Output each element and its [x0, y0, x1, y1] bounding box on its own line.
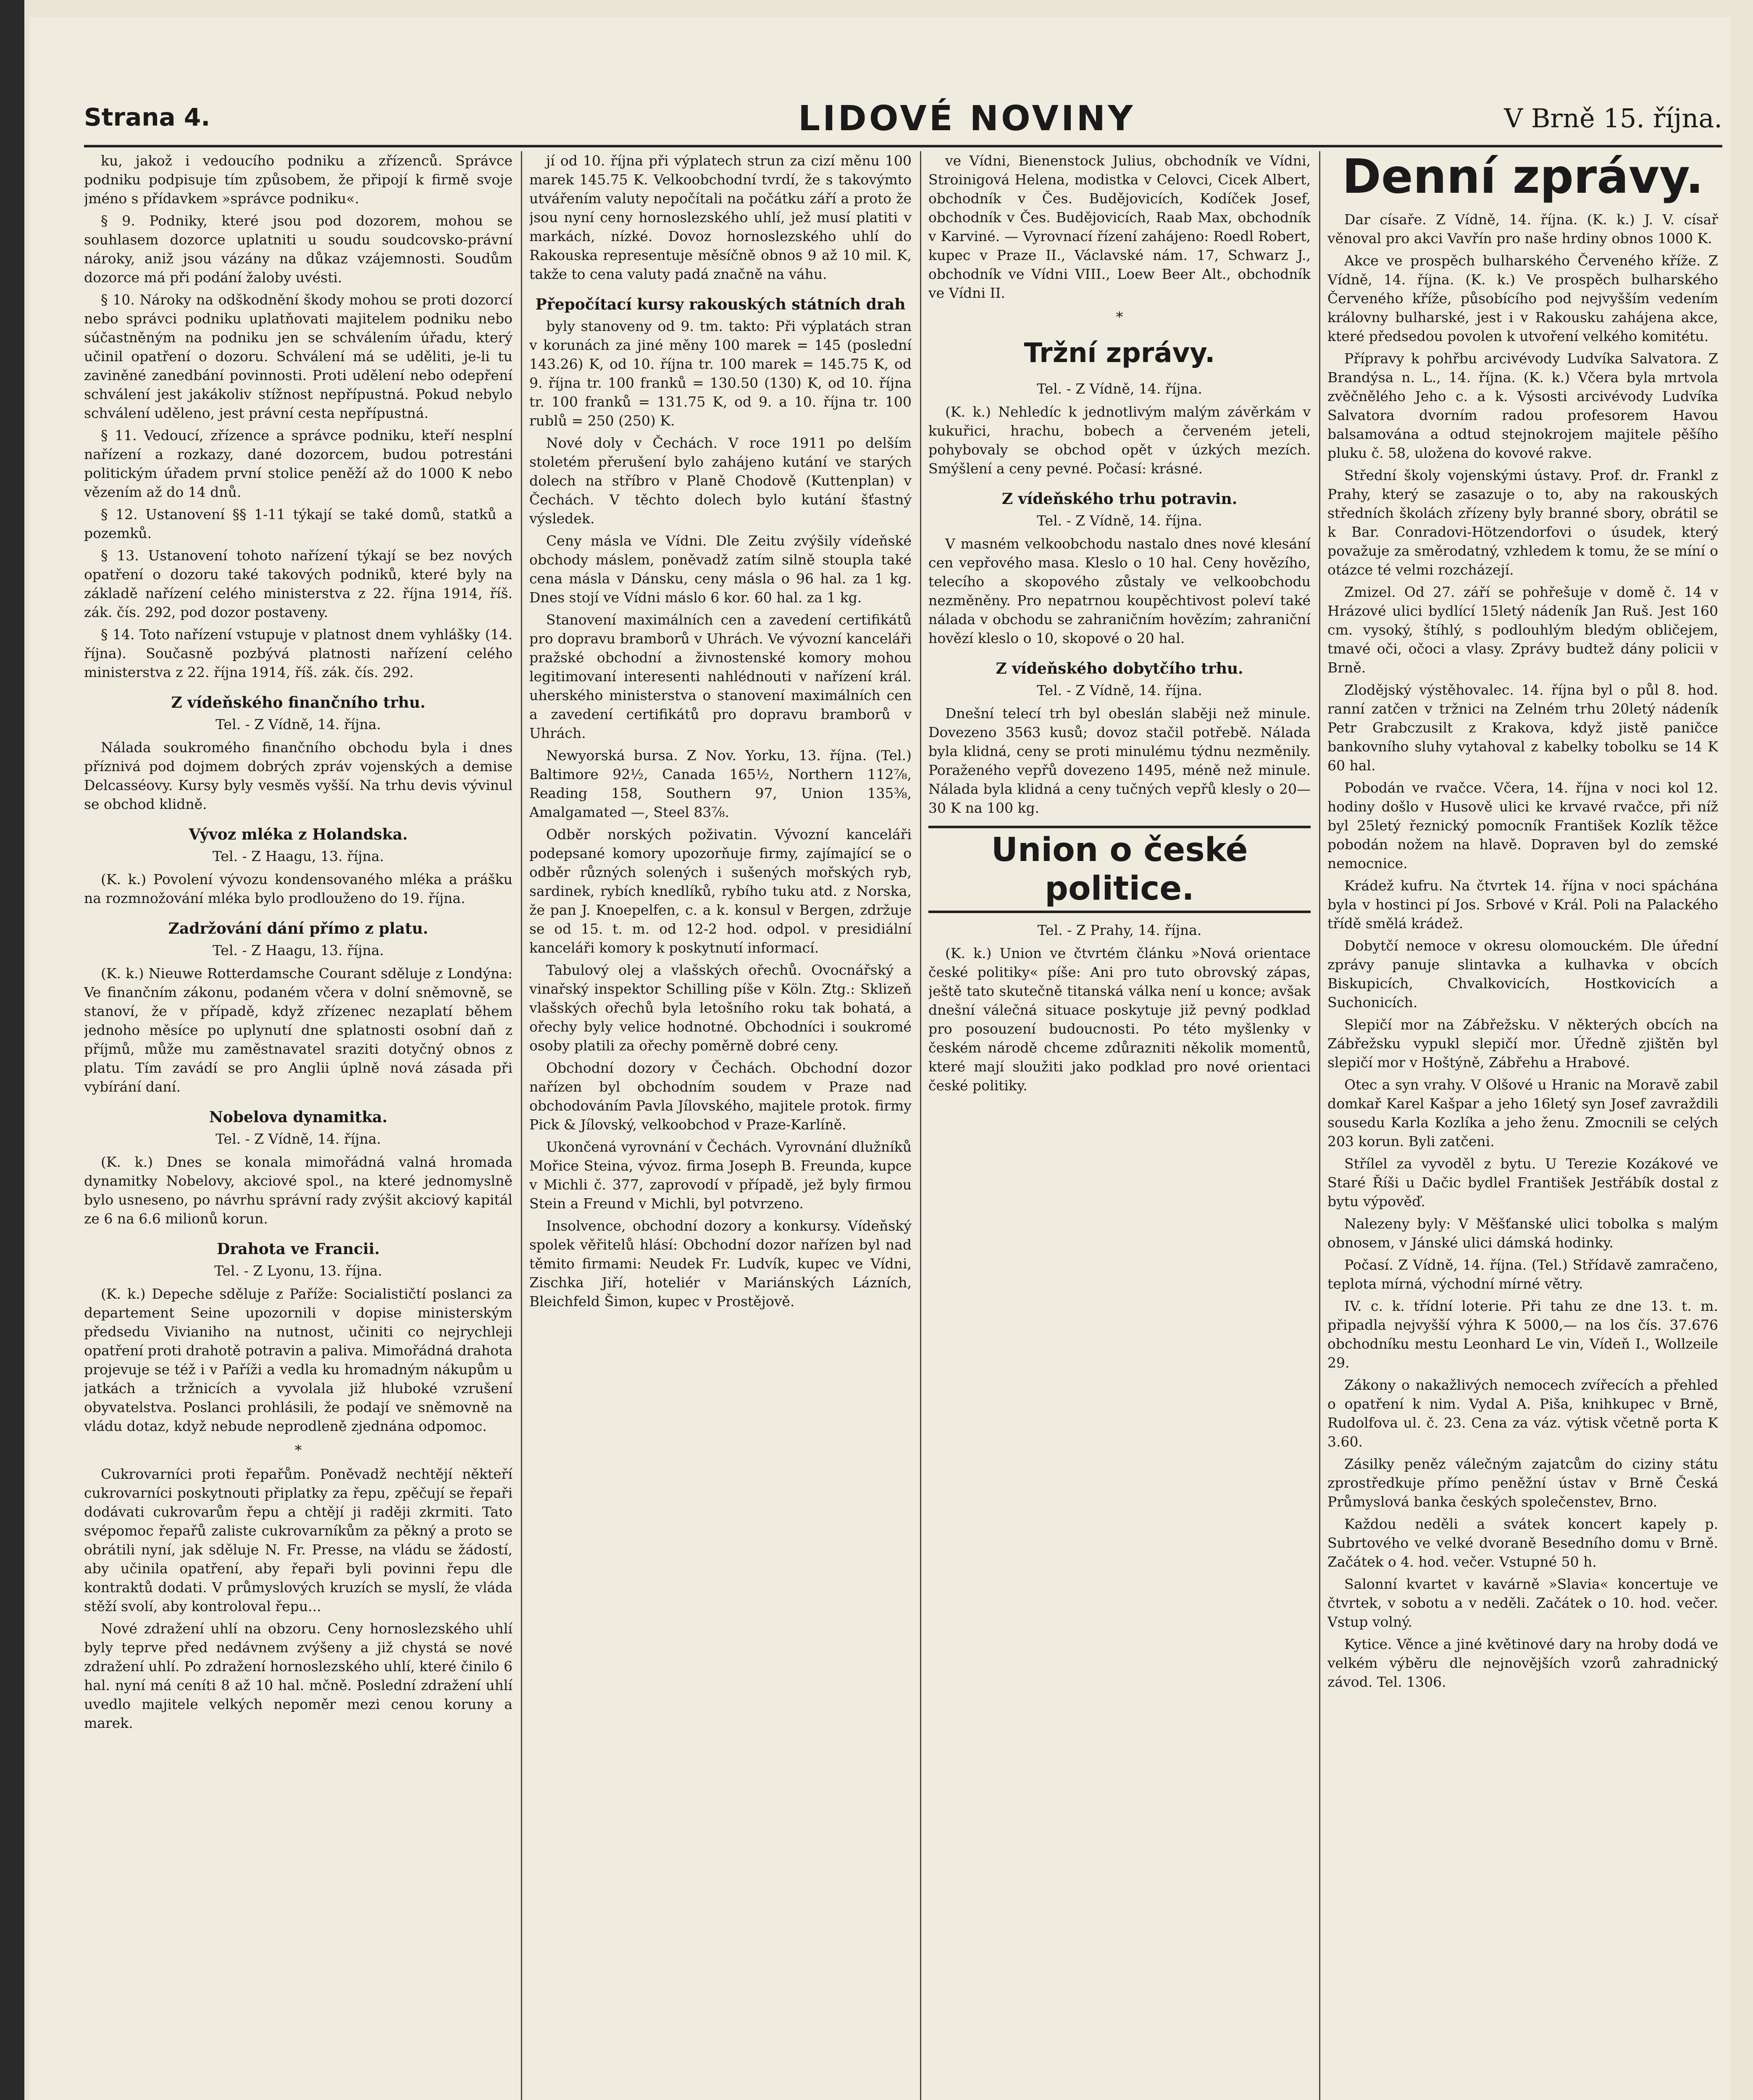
- paragraph: ku, jakož i vedoucího podniku a zřízenců. Správce podniku podpisuje tím způsobem, že připojí k firmě svoje jméno s přídavkem »správce podniku«.: [84, 152, 512, 207]
- paragraph: Střední školy vojenskými ústavy. Prof. dr. Frankl z Prahy, který se zasazuje o to, aby na rakouských středních školách zřízeny byly branné sbory, obrátil se k Bar. Conradovi-Hötzendorfovi o úsudek, který považuje za směrodatný, vzhledem k tomu, že se míní o otázce té velmi rozcházejí.: [1327, 467, 1718, 578]
- paragraph: § 10. Nároky na odškodnění škody mohou se proti dozorcí nebo správci podniku uplatňovati majitelem podniku nebo súčastněným na podniku jen se schválením úřadu, který učinil opatření o dozoru. Schválení má se uděliti, je-li tu zaviněné zanedbání povinnosti. Proti udělení nebo odepření schválení jest jakákoliv stížnost nepřípustná. Pokud nebylo schválení uděleno, jest právní cesta nepřípustná.: [84, 291, 512, 421]
- daily-news-headline: Denní zprávy.: [1342, 151, 1704, 204]
- paragraph: Ukončená vyrovnání v Čechách. Vyrovnání dlužníků Mořice Steina, vývoz. firma Joseph B. Freunda, kupce v Michli č. 377, zaprovodí v případě, jež byly firmou Stein a Freund v Michli, byl potvrzeno.: [529, 1139, 912, 1212]
- paragraph: Zákony o nakažlivých nemocech zvířecích a přehled o opatření k nim. Vydal A. Piša, knihkupec v Brně, Rudolfova ul. č. 23. Cena za váz. výtisk včetně porta K 3.60.: [1327, 1377, 1718, 1450]
- paragraph: § 11. Vedoucí, zřízence a správce podniku, kteří nesplní nařízení a rozkazy, dané dozorcem, budou potrestáni politickým úřadem první stolice peněží až do 1000 K nebo vězením až do 14 dnů.: [84, 427, 512, 500]
- page-label: Strana 4.: [84, 103, 210, 131]
- paragraph: (K. k.) Povolení vývozu kondensovaného mléka a prášku na rozmnožování mléka bylo prodlouženo do 19. října.: [84, 871, 512, 906]
- paragraph: Dar císaře. Z Vídně, 14. října. (K. k.) J. V. císař věnoval pro akci Vavřín pro naše hrdiny obnos 1000 K.: [1327, 211, 1718, 247]
- paragraph: Dobytčí nemoce v okresu olomouckém. Dle úřední zprávy panuje slintavka a kulhavka v obcích Biskupicích, Chvalkovicích, Hostkovicích a Suchonicích.: [1327, 937, 1718, 1011]
- paragraph: Insolvence, obchodní dozory a konkursy. Vídeňský spolek věřitelů hlásí: Obchodní dozor nařízen byl nad těmito firmami: Neudek Fr. Ludvík, kupec ve Vídni, Zischka Jiří, hoteliér v Mariánských Lázních, Bleichfeld Šimon, kupec v Prostějově.: [529, 1218, 912, 1310]
- section-title: Drahota ve Francii.: [217, 1240, 380, 1258]
- paragraph: byly stanoveny od 9. tm. takto: Při výplatách stran v korunách za jiné měny 100 marek = 145 (poslední 143.26) K, od 10. října tr. 100 marek = 145.75 K, od 9. října tr. 100 franků = 130.50 (130) K, od 10. října tr. 100 franků = 131.75 K, od 9. a 10. října tr. 100 rublů = 250 (250) K.: [529, 318, 912, 429]
- paragraph: Salonní kvartet v kavárně »Slavia« koncertuje ve čtvrtek, v sobotu a v neděli. Začátek o 10. hod. večer. Vstup volný.: [1327, 1576, 1718, 1630]
- paper-title: LIDOVÉ NOVINY: [798, 99, 1135, 139]
- paragraph: Nové doly v Čechách. V roce 1911 po delším stoletém přerušení bylo zahájeno kutání ve starých dolech na stříbro v Planě Chodově (Kuttenplan) v Čechách. V těchto dolech bylo kutání šťastný výsledek.: [529, 435, 912, 527]
- section-dateline: Tel. - Z Vídně, 14. října.: [216, 716, 381, 732]
- paragraph: Odběr norských poživatin. Vývozní kanceláři podepsané komory upozorňuje firmy, zajímající se o odběr různých solených i sušených mořských ryb, sardinek, rybích knedlíků, rybího tuku atd. z Norska, že pan J. Knoepelfen, c. a k. konsul v Bergen, zdržuje se od 15. t. m. od 12-2 hod. odpol. v presidiální kanceláři komory k poskytnutí informací.: [529, 826, 912, 956]
- paragraph: Newyorská bursa. Z Nov. Yorku, 13. října. (Tel.) Baltimore 92½, Canada 165½, Northern 112⅞, Reading 158, Southern 97, Union 135⅜, Amalgamated —, Steel 83⅞.: [529, 747, 912, 820]
- section-title: Z vídeňského trhu potravin.: [1001, 490, 1238, 508]
- paragraph: Cukrovarníci proti řepařům. Poněvadž nechtějí někteří cukrovarníci poskytnouti připlatky za řepu, zpěčují se řepaři dodávati cukrovarům řepu a chtějí ji raději zkrmiti. Tato svépomoc řepařů zaliste cukrovarníkům za pěkný a proto se obrátili nyní, jak sděluje N. Fr. Presse, na vládu se žádostí, aby učinila opatření, aby řepaři byli povinni řepu dle kontraktů dodati. V průmyslových kruzích se myslí, že vláda stěží svolí, aby kontroloval řepu...: [84, 1466, 512, 1614]
- section-dateline: Tel. - Z Haagu, 13. října.: [212, 848, 384, 864]
- paragraph: IV. c. k. třídní loterie. Při tahu ze dne 13. t. m. připadla nejvyšší výhra K 5000,— na los čís. 37.676 obchodníku mestu Leonhard Le vin, Vídeň I., Wollzeile 29.: [1327, 1298, 1718, 1371]
- paragraph: Slepičí mor na Zábřežsku. V některých obcích na Zábřežsku vypukl slepičí mor. Úředně zjištěn byl slepičí mor v Hoštýně, Zábřehu a Hrabové.: [1327, 1016, 1718, 1071]
- paragraph: Stanovení maximálních cen a zavedení certifikátů pro dopravu bramborů v Uhrách. Ve vývozní kanceláři pražské obchodní a živnostenské komory mohou legitimovaní interesenti nahlédnouti v nařízení král. uherského ministerstva o stanovení maximálních cen a zavedení certifikátů pro dopravu bramborů v Uhrách.: [529, 612, 912, 741]
- paragraph: Zásilky peněz válečným zajatcům do ciziny státu zprostředkuje přímo peněžní ústav v Brně Česká Průmyslová banka českých společenstev, Brno.: [1327, 1456, 1718, 1510]
- paragraph: Každou neděli a svátek koncert kapely p. Subrtového ve velké dvoraně Besedního domu v Brně. Začátek o 4. hod. večer. Vstupné 50 h.: [1327, 1516, 1718, 1570]
- paragraph: Přípravy k pohřbu arcivévody Ludvíka Salvatora. Z Brandýsa n. L., 14. října. (K. k.) Včera byla mrtvola zvěčnělého Jeho c. a k. Výsosti arcivévody Ludvíka Salvatora dvorním radou profesorem Havou balsamována a odtud stejnokrojem majitele pěšího pluku č. 58, uložena do kovové rakve.: [1327, 350, 1718, 461]
- paragraph: Akce ve prospěch bulharského Červeného kříže. Z Vídně, 14. října. (K. k.) Ve prospěch bulharského Červeného kříže, působícího pod nejvyšším vedením královny bulharské, jest i v Rakousku zahájena akce, které předsedou povolen k utvoření velkého komitétu.: [1327, 252, 1718, 344]
- column-rule: [920, 151, 921, 2100]
- paragraph: § 9. Podniky, které jsou pod dozorem, mohou se souhlasem dozorce uplatniti u soudu soudcovsko-právní nároky, aniž jsou vázány na důkaz vzájemnosti. Soudům dozorce má při podání žaloby uvésti.: [84, 213, 512, 286]
- paragraph: V masném velkoobchodu nastalo dnes nové klesání cen vepřového masa. Kleslo o 10 hal. Ceny hovězího, telecího a skopového zůstaly ve velkoobchodu nezměněny. Pro nepatrnou koupěchtivost poleví také nálada v obchodu se zahraničním hovězím; zahraniční hovězí kleslo o 10, skopové o 20 hal.: [928, 536, 1311, 646]
- page-left-edge: [0, 0, 24, 2100]
- paragraph: Dnešní telecí trh byl obeslán slaběji než minule. Dovezeno 3563 kusů; dovoz stačil potřebě. Nálada byla klidná, ceny se proti minulému týdnu nezměnily. Poraženého vepřů dovezeno 1495, méně než minule. Nálada byla klidná a ceny tučných vepřů klesly o 20—30 K na 100 kg.: [928, 705, 1311, 816]
- paragraph: Obchodní dozory v Čechách. Obchodní dozor nařízen byl obchodním soudem v Praze nad obchodováním Pavla Jílovského, majitele protok. firmy Pick & Jílovský, velkoobchod v Praze-Karlíně.: [529, 1060, 912, 1133]
- section-title: Z vídeňského dobytčího trhu.: [996, 660, 1243, 677]
- paragraph: Počasí. Z Vídně, 14. října. (Tel.) Střídavě zamračeno, teplota mírná, východní mírné větry.: [1327, 1257, 1718, 1292]
- paragraph: § 13. Ustanovení tohoto nařízení týkají se bez nových opatření o dozoru také takových podniků, které byly na základě nařízení celého ministerstva z 22. října 1914, říš. zák. čís. 292, pod dozor postaveny.: [84, 547, 512, 620]
- column-4: [1327, 151, 1718, 2100]
- column-rule: [1319, 151, 1320, 2100]
- paragraph: (K. k.) Union ve čtvrtém článku »Nová orientace české politiky« píše: Ani pro tuto obrovský zápas, ještě tato skutečně titanská válka není u konce; avšak dnešní válečná situace poskytuje již pevný podklad pro posouzení budoucnosti. Po této myšlenky v českém národě chceme zdůrazniti několik momentů, které mají sloužiti jako podklad pro nové orientaci české politiky.: [928, 945, 1311, 1094]
- section-title: Vývoz mléka z Holandska.: [189, 826, 408, 843]
- paragraph: § 14. Toto nařízení vstupuje v platnost dnem vyhlášky (14. října). Současně pozbývá platnosti nařízení celého ministerstva z 22. října 1914, říš. zák. čís. 292.: [84, 626, 512, 680]
- section-headline: Tržní zprávy.: [1024, 338, 1215, 369]
- paragraph: Tabulový olej a vlašských ořechů. Ovocnářský a vinařský inspektor Schilling píše v Köln. Ztg.: Sklizeň vlašských ořechů byla letošního roku tak bohatá, a ořechy byly velice hodnotné. Obchodníci i soukromé osoby platili za ořechy poměrně dobré ceny.: [529, 962, 912, 1054]
- paragraph: Nalezeny byly: V Měšťanské ulici tobolka s malým obnosem, v Jánské ulici dámská hodinky.: [1327, 1215, 1718, 1251]
- paragraph: Nálada soukromého finančního obchodu byla i dnes příznivá pod dojmem dobrých zpráv vojenských a demise Delcasséovy. Kursy byly vesměs vyšší. Na trhu devis vývinul se obchod klidně.: [84, 739, 512, 812]
- column-2: [529, 151, 912, 2100]
- section-headline: Union o české politice.: [928, 826, 1311, 913]
- paragraph: (K. k.) Depeche sděluje z Paříže: Socialističtí poslanci za departement Seine upozornili v dopise ministerským předsedu Vivianiho na nutnost, učiniti co nejrychleji opatření proti drahotě potravin a paliva. Mimořádná drahota projevuje se též i v Paříži a vedla ku hromadným nákupům u jatkách a tržnicích a vyvolala již hluboké vzrušení obyvatelstva. Poslanci prohlásili, že podají ve sněmovně na vládu dotaz, když nebude neprodleně zjednána odpomoc.: [84, 1286, 512, 1434]
- paragraph: (K. k.) Dnes se konala mimořádná valná hromada dynamitky Nobelovy, akciové spol., na které jednomyslně bylo usneseno, po návrhu správní rady zvýšit akciový kapitál ze 6 na 6.6 milionů korun.: [84, 1154, 512, 1227]
- date-place: V Brně 15. října.: [1504, 103, 1722, 134]
- section-dateline: Tel. - Z Haagu, 13. října.: [212, 942, 384, 958]
- paragraph: jí od 10. října při výplatech strun za cizí měnu 100 marek 145.75 K. Velkoobchodní tvrdí, že s takovýmto utvářením valuty nepočítali na počátku září a proto že jsou nyní ceny hornoslezského uhlí, jež musí platiti v markách, nízké. Dovoz hornoslezského uhlí do Rakouska representuje měsíčně obnos 9 až 10 mil. K, takže to cena valuty padá značně na váhu.: [529, 152, 912, 282]
- star-divider: *: [294, 1442, 302, 1458]
- paragraph: Pobodán ve rvačce. Včera, 14. října v noci kol 12. hodiny došlo v Husově ulici ke krvavé rvačce, při níž byl 25letý řeznický pomocník František Kozlík těžce pobodán nožem na hlavě. Dopraven byl do zemské nemocnice.: [1327, 780, 1718, 872]
- section-title: Přepočítací kursy rakouských státních drah: [535, 296, 906, 313]
- paragraph: (K. k.) Nieuwe Rotterdamsche Courant sděluje z Londýna: Ve finančním zákonu, podaném včera v dolní sněmovně, se stanoví, že v případě, když zřízenec nezaplatí během jednoho měsíce po uplynutí dne splatnosti osobní daň z příjmů, může mu zaměstnavatel sraziti dotyčný obnos z platu. Tím zavádí se pro Anglii úplně nová zásada při vybírání daní.: [84, 965, 512, 1095]
- paragraph: Otec a syn vrahy. V Olšové u Hranic na Moravě zabil domkař Karel Kašpar a jeho 16letý syn Josef zavraždili sousedu Karla Kozlíka a jeho ženu. Zmocnili se celých 203 korun. Byli zatčeni.: [1327, 1076, 1718, 1150]
- section-dateline: Tel. - Z Vídně, 14. října.: [216, 1131, 381, 1147]
- section-dateline: Tel. - Z Prahy, 14. října.: [1037, 922, 1202, 938]
- page-header: [84, 99, 1722, 147]
- paragraph: Ceny másla ve Vídni. Dle Zeitu zvýšily vídeňské obchody máslem, poněvadž zatím silně stoupla také cena másla v Dánsku, ceny másla o 96 hal. za 1 kg. Dnes stojí ve Vídni máslo 6 kor. 60 hal. za 1 kg.: [529, 533, 912, 606]
- section-dateline: Tel. - Z Lyonu, 13. října.: [214, 1263, 382, 1279]
- paragraph: Nové zdražení uhlí na obzoru. Ceny hornoslezského uhlí byly teprve před nedávnem zvýšeny a již chystá se nové zdražení uhlí. Po zdražení hornoslezského uhlí, které činilo 6 hal. nyní má ceníti 8 až 10 hal. mčně. Poslední zdražení uhlí uvedlo majitele velkých nepoměr mezi cenou koruny a marek.: [84, 1620, 512, 1731]
- column-rule: [521, 151, 522, 2100]
- section-dateline: Tel. - Z Vídně, 14. října.: [1037, 682, 1202, 698]
- paragraph: Krádež kufru. Na čtvrtek 14. října v noci spáchána byla v hostinci pí Jos. Srbové v Král. Poli na Palackého třídě smělá krádež.: [1327, 877, 1718, 932]
- section-title: Nobelova dynamitka.: [209, 1108, 388, 1126]
- paragraph: Kytice. Věnce a jiné květinové dary na hroby dodá ve velkém výběru dle nejnovějších vzorů zahradnický závod. Tel. 1306.: [1327, 1636, 1718, 1690]
- column-3: [928, 151, 1311, 2100]
- paragraph: Střílel za vyvoděl z bytu. U Terezie Kozákové ve Staré Říši u Dačic bydlel František Jestřábík dostal z bytu výpověď.: [1327, 1155, 1718, 1210]
- paragraph: ve Vídni, Bienenstock Julius, obchodník ve Vídni, Stroinigová Helena, modistka v Celovci, Cicek Albert, obchodník v Čes. Budějovicích, Kodíček Josef, obchodník v Čes. Budějovicích, Raab Max, obchodník v Karviné. — Vyrovnací řízení zahájeno: Roedl Robert, kupec v Praze II., Václavské nám. 17, Schwarz J., obchodník ve Vídni VIII., Loew Beer Alt., obchodník ve Vídni II.: [928, 152, 1311, 301]
- star-divider: *: [1116, 309, 1123, 325]
- section-dateline: Tel. - Z Vídně, 14. října.: [1037, 381, 1202, 397]
- section-title: Zadržování dání přímo z platu.: [168, 920, 428, 937]
- paragraph: (K. k.) Nehledíc k jednotlivým malým závěrkám v kukuřici, hrachu, bobech a červeném jeteli, pohybovaly se obchod opět v úzkých mezích. Smýšlení a ceny pevné. Počasí: krásné.: [928, 404, 1311, 477]
- paragraph: § 12. Ustanovení §§ 1-11 týkají se také domů, statků a pozemků.: [84, 506, 512, 541]
- paragraph: Zmizel. Od 27. září se pohřešuje v domě č. 14 v Hrázové ulici bydlící 15letý nádeník Jan Ruš. Jest 160 cm. vysoký, štíhlý, s podlouhlým bledým obličejem, tmavé oči, očoci a vlasy. Zprávy budtež dány policii v Brně.: [1327, 584, 1718, 676]
- column-1: [84, 151, 512, 2100]
- paragraph: Zlodějský výstěhovalec. 14. října byl o půl 8. hod. ranní zatčen v tržnici na Zelném trhu 20letý nádeník Petr Grabczusilt z Krakova, když jistě paničce bankovního sluhy vytahoval z kabelky tobolku se 14 K 60 hal.: [1327, 682, 1718, 774]
- section-title: Z vídeňského finančního trhu.: [171, 694, 426, 711]
- section-dateline: Tel. - Z Vídně, 14. října.: [1037, 512, 1202, 529]
